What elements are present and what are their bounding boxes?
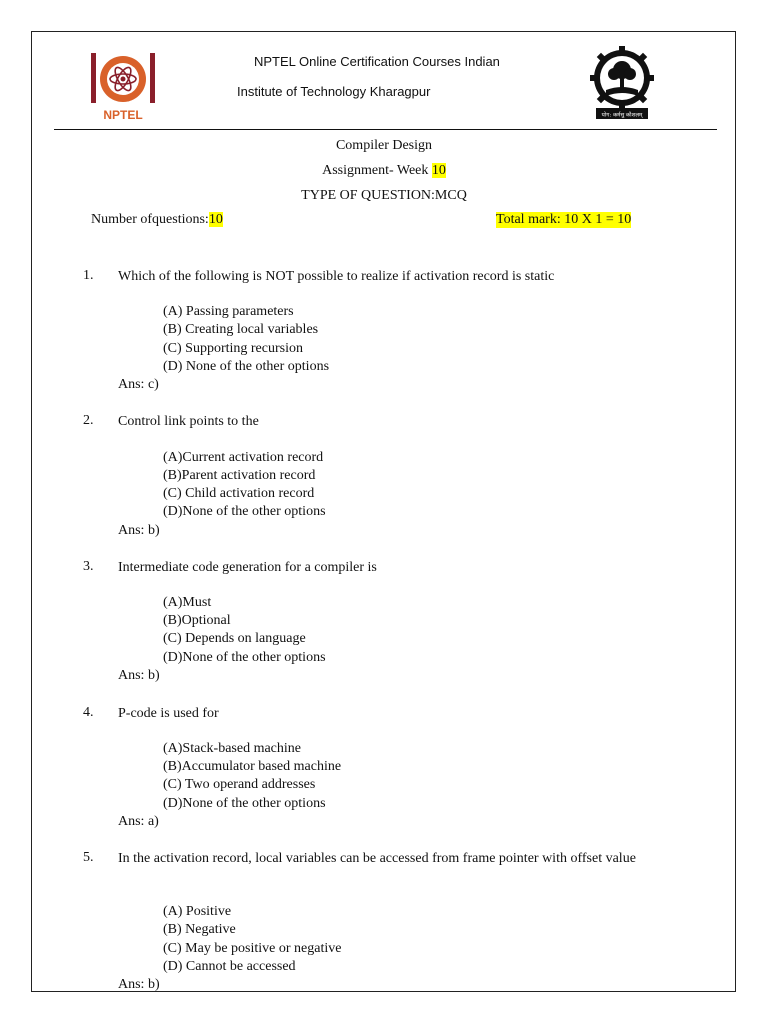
- option: (C) Depends on language: [163, 631, 306, 646]
- option: (C) Two operand addresses: [163, 777, 316, 792]
- option: (D)None of the other options: [163, 650, 326, 665]
- option: (C) Supporting recursion: [163, 341, 303, 356]
- header-line-2: Institute of Technology Kharagpur: [237, 84, 431, 99]
- num-questions-label: Number ofquestions:: [91, 212, 209, 227]
- answer: Ans: a): [118, 814, 159, 829]
- option: (B) Negative: [163, 922, 236, 937]
- option: (D)None of the other options: [163, 796, 326, 811]
- question-text: In the activation record, local variables can be accessed from frame pointer with offset value: [118, 851, 636, 866]
- course-title: Compiler Design: [335, 138, 433, 153]
- option: (D) None of the other options: [163, 359, 330, 374]
- num-questions-value: 10: [208, 212, 223, 227]
- option: (B)Parent activation record: [163, 468, 316, 483]
- option: (D) Cannot be accessed: [163, 959, 296, 974]
- question-text: Intermediate code generation for a compiler is: [118, 560, 377, 575]
- option: (B)Accumulator based machine: [163, 759, 342, 774]
- week-number: 10: [431, 163, 446, 178]
- number-of-questions: [91, 212, 223, 228]
- question-number: 5.: [83, 850, 94, 865]
- option: (A)Must: [163, 595, 212, 610]
- header-rule: [54, 129, 717, 130]
- total-mark: Total mark: 10 X 1 = 10: [496, 212, 632, 227]
- answer: Ans: b): [118, 977, 160, 992]
- question-text: Control link points to the: [118, 414, 259, 429]
- answer: Ans: c): [118, 377, 159, 392]
- option: (A)Current activation record: [163, 450, 324, 465]
- header-line-1: NPTEL Online Certification Courses Indian: [254, 54, 500, 69]
- question-number: 4.: [83, 705, 94, 720]
- nptel-logo: [88, 51, 158, 123]
- option: (D)None of the other options: [163, 504, 326, 519]
- option: (C) May be positive or negative: [163, 941, 342, 956]
- answer: Ans: b): [118, 523, 160, 538]
- question-number: 2.: [83, 413, 94, 428]
- assignment-prefix: Assignment- Week: [322, 163, 432, 178]
- iit-kgp-motto: योग: कर्मसु कौशलम्: [601, 112, 643, 119]
- option: (C) Child activation record: [163, 486, 315, 501]
- option: (A)Stack-based machine: [163, 741, 301, 756]
- option: (A) Positive: [163, 904, 232, 919]
- iit-kgp-logo: [590, 46, 654, 120]
- option: (B)Optional: [163, 613, 231, 628]
- nptel-logo-text: NPTEL: [103, 108, 143, 122]
- option: (A) Passing parameters: [163, 304, 294, 319]
- option: (B) Creating local variables: [163, 322, 319, 337]
- question-number: 1.: [83, 268, 94, 283]
- question-text: Which of the following is NOT possible to realize if activation record is static: [118, 269, 555, 284]
- question-text: P-code is used for: [118, 706, 219, 721]
- question-number: 3.: [83, 559, 94, 574]
- assignment-title: [0, 163, 768, 179]
- question-type: TYPE OF QUESTION:MCQ: [301, 188, 467, 203]
- answer: Ans: b): [118, 668, 160, 683]
